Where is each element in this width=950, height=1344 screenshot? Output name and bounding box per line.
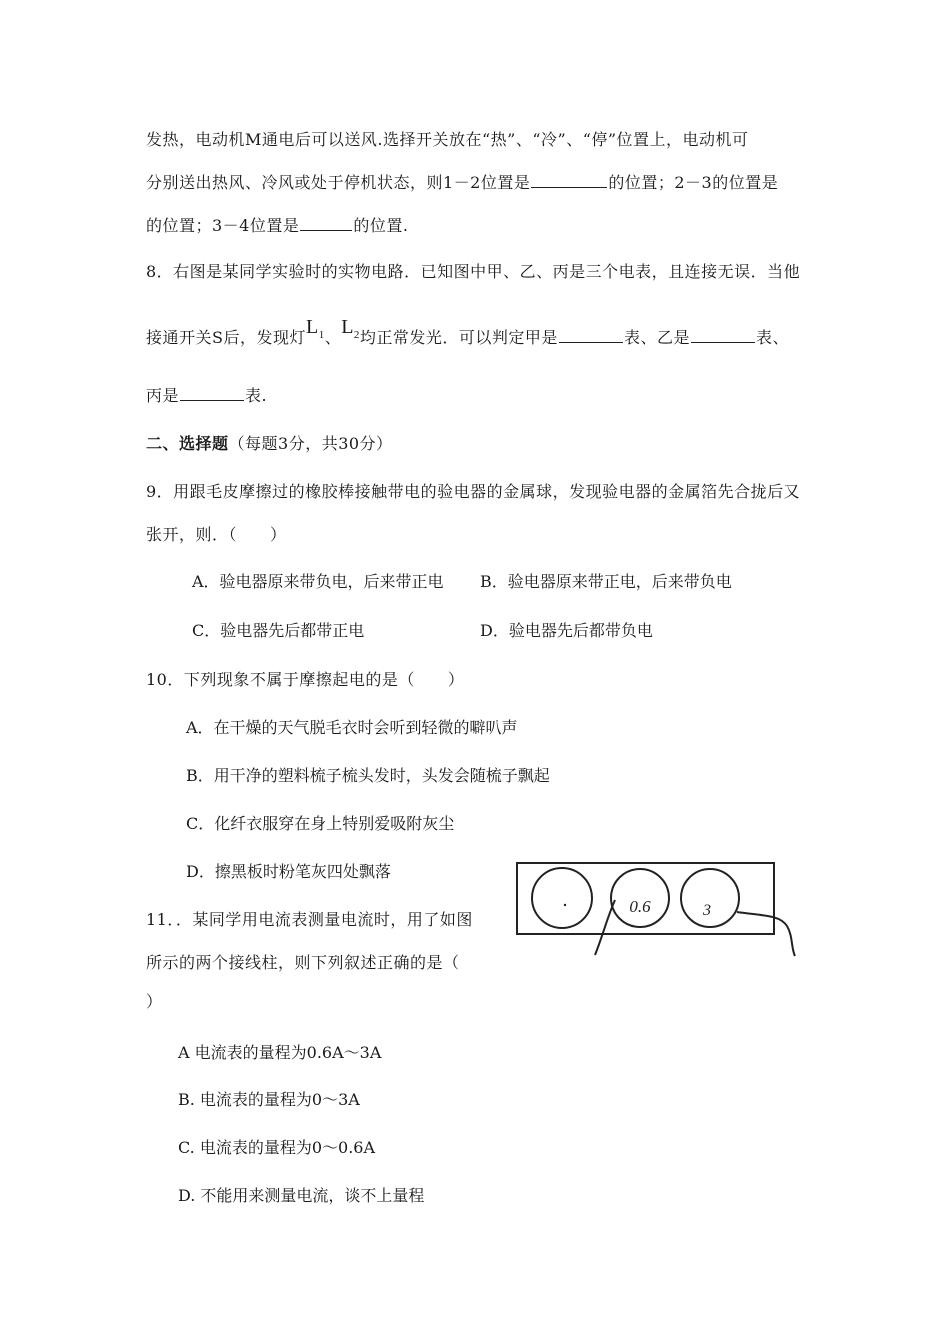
terminal-negative bbox=[532, 868, 592, 928]
q7-text-2a: 分别送出热风、冷风或处于停机状态，则1－2位置是 bbox=[146, 173, 531, 192]
q8-blank-bing[interactable] bbox=[180, 399, 244, 401]
q7-line-1 bbox=[146, 127, 749, 150]
q7-text-1: 发热，电动机M通电后可以送风.选择开关放在“热”、“冷”、“停”位置上，电动机可 bbox=[146, 130, 749, 149]
q8-sep: 、 bbox=[324, 328, 342, 347]
q7-text-3b: 的位置. bbox=[353, 216, 409, 235]
q8-text-2b: 均正常发光．可以判定甲是 bbox=[359, 328, 558, 347]
q11-line-3 bbox=[146, 989, 163, 1012]
q8-blank-jia[interactable] bbox=[559, 341, 623, 343]
terminal-negative-mark bbox=[564, 904, 566, 906]
ammeter-terminal-figure bbox=[515, 860, 800, 960]
q11-line-1 bbox=[146, 907, 473, 930]
q8-text-1: 8．右图是某同学实验时的实物电路．已知图中甲、乙、丙是三个电表，且连接无误．当他 bbox=[146, 262, 801, 281]
lamp-l2-label: $L_2$ bbox=[341, 316, 360, 341]
q11-text-2: 所示的两个接线柱，则下列叙述正确的是（ bbox=[146, 953, 460, 972]
q9-option-a[interactable]: A．验电器原来带负电，后来带正电 bbox=[192, 572, 444, 591]
q10-option-a[interactable]: A．在干燥的天气脱毛衣时会听到轻微的噼叭声 bbox=[186, 718, 518, 737]
q7-blank-1[interactable] bbox=[531, 186, 607, 188]
q8-blank-yi[interactable] bbox=[691, 341, 755, 343]
wire-left bbox=[595, 900, 615, 955]
q10-option-c[interactable]: C．化纤衣服穿在身上特别爱吸附灰尘 bbox=[186, 814, 455, 833]
q11-line-2 bbox=[146, 950, 460, 973]
section-2-title: 二、选择题 bbox=[146, 434, 229, 453]
q10-option-b[interactable]: B．用干净的塑料梳子梳头发时，头发会随梳子飘起 bbox=[186, 766, 550, 785]
section-2-note: （每题3分，共30分） bbox=[228, 434, 393, 453]
q8-line-1 bbox=[146, 259, 800, 282]
q7-line-2 bbox=[146, 170, 778, 193]
q8-line-3 bbox=[146, 383, 267, 406]
q11-text-1: 11．．某同学用电流表测量电流时，用了如图 bbox=[146, 910, 473, 929]
q10-stem bbox=[146, 667, 464, 690]
q7-blank-3[interactable] bbox=[300, 229, 352, 231]
q7-text-3a: 的位置；3－4位置是 bbox=[146, 216, 300, 235]
q8-text-3a: 丙是 bbox=[146, 386, 180, 405]
q9-text-2: 张开，则．（ ） bbox=[146, 525, 287, 544]
q9-line-1 bbox=[146, 479, 800, 502]
q9-option-d[interactable]: D．验电器先后都带负电 bbox=[480, 621, 653, 640]
q10-text: 10．下列现象不属于摩擦起电的是（ ） bbox=[146, 670, 465, 689]
q11-option-d[interactable]: D. 不能用来测量电流，谈不上量程 bbox=[178, 1186, 425, 1205]
q8-text-2d: 表、 bbox=[755, 328, 789, 347]
q8-text-3b: 表. bbox=[245, 386, 268, 405]
q8-line-2 bbox=[146, 316, 789, 349]
q7-line-3 bbox=[146, 213, 408, 236]
terminal-label-3: 3 bbox=[703, 902, 711, 919]
q11-text-3: ） bbox=[146, 992, 163, 1011]
q9-option-b[interactable]: B．验电器原来带正电，后来带负电 bbox=[480, 572, 732, 591]
q9-option-c[interactable]: C．验电器先后都带正电 bbox=[192, 621, 365, 640]
q9-line-2 bbox=[146, 522, 287, 545]
section-2-header bbox=[146, 431, 393, 454]
q7-text-2b: 的位置；2－3的位置是 bbox=[608, 173, 779, 192]
lamp-l1-label: $L_1$ bbox=[305, 316, 325, 341]
q11-option-a[interactable]: A 电流表的量程为0.6A～3A bbox=[178, 1043, 382, 1062]
q9-text-1: 9．用跟毛皮摩擦过的橡胶棒接触带电的验电器的金属球，发现验电器的金属箔先合拢后又 bbox=[146, 482, 801, 501]
q11-option-c[interactable]: C. 电流表的量程为0～0.6A bbox=[178, 1138, 376, 1157]
terminal-label-0-6: 0.6 bbox=[629, 897, 651, 916]
q8-text-2c: 表、乙是 bbox=[623, 328, 690, 347]
q8-text-2a: 接通开关S后，发现灯 bbox=[146, 328, 306, 347]
q11-option-b[interactable]: B. 电流表的量程为0～3A bbox=[178, 1090, 360, 1109]
q10-option-d[interactable]: D．擦黑板时粉笔灰四处飘落 bbox=[186, 862, 391, 881]
